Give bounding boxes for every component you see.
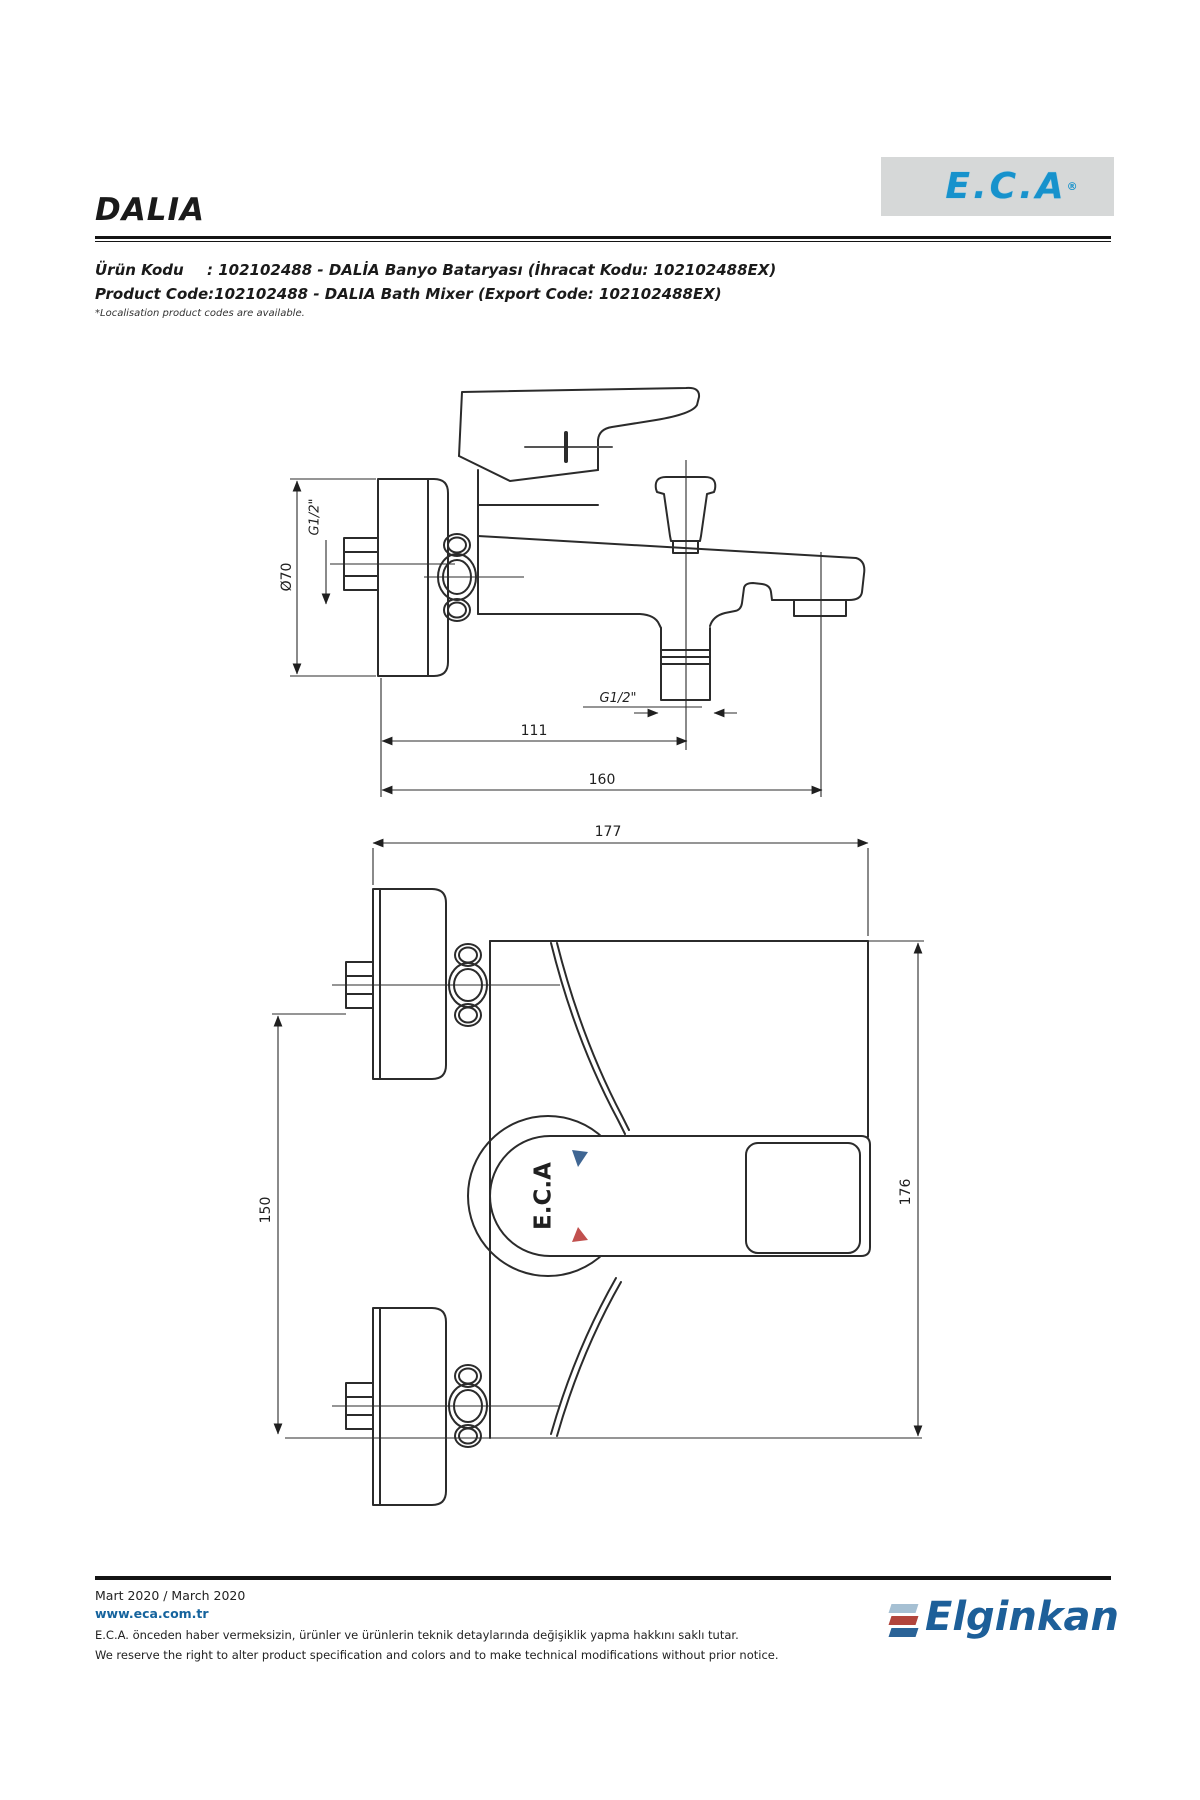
elginkan-bar-light (889, 1604, 919, 1613)
side-view-drawing (240, 340, 940, 810)
title-rule-thick (95, 236, 1111, 239)
dim-diameter-70: Ø70 (279, 562, 295, 592)
elginkan-logo (890, 1594, 1119, 1640)
dim-inlet-thread: G1/2" (307, 498, 323, 536)
product-code-label-tr: Ürün Kodu (95, 261, 184, 279)
dim-height-left-150: 150 (258, 1196, 274, 1224)
side-view-outline (344, 388, 864, 700)
product-info-block (95, 258, 776, 306)
dim-wall-to-spout-160: 160 (588, 772, 616, 788)
dim-height-right-176: 176 (898, 1178, 914, 1206)
elginkan-bars-icon (890, 1604, 917, 1637)
dim-width-177: 177 (594, 824, 622, 840)
elginkan-logo-text: Elginkan (925, 1594, 1119, 1640)
footer-rule (95, 1576, 1111, 1580)
product-code-line-en (95, 282, 776, 306)
elginkan-bar-blue (889, 1628, 919, 1637)
front-view-drawing (230, 815, 950, 1520)
title-rule-thin (95, 241, 1111, 242)
product-code-label-en: Product Code: (95, 285, 215, 303)
eca-brand-logo (881, 157, 1114, 216)
page-title: DALIA (95, 192, 206, 228)
registered-mark: ® (1066, 180, 1078, 193)
dim-wall-to-outlet-111: 111 (520, 723, 548, 739)
front-view-outline (346, 889, 870, 1505)
elginkan-bar-red (889, 1616, 919, 1625)
product-code-value-tr: : 102102488 - DALİA Banyo Bataryası (İhracat Kodu: 102102488EX) (207, 261, 777, 279)
footer-disclaimer-en: We reserve the right to alter product specification and colors and to make technical modifications without prior notice. (95, 1648, 779, 1662)
localisation-note: *Localisation product codes are available. (95, 308, 305, 319)
side-view-dimension-lines (290, 460, 822, 797)
footer-website-link[interactable]: www.eca.com.tr (95, 1606, 209, 1621)
eca-logo-text: E.C.A (945, 166, 1067, 207)
handle-eca-logo-text: E.C.A (530, 1162, 557, 1230)
footer-date: Mart 2020 / March 2020 (95, 1588, 246, 1603)
product-code-value-en: 102102488 - DALIA Bath Mixer (Export Code: 102102488EX) (214, 285, 722, 303)
footer-disclaimer-tr: E.C.A. önceden haber vermeksizin, ürünler ve ürünlerin teknik detaylarında değişiklik yapma hakkını saklı tutar. (95, 1628, 739, 1642)
dim-outlet-thread: G1/2" (599, 691, 637, 706)
product-code-line-tr (95, 258, 776, 282)
